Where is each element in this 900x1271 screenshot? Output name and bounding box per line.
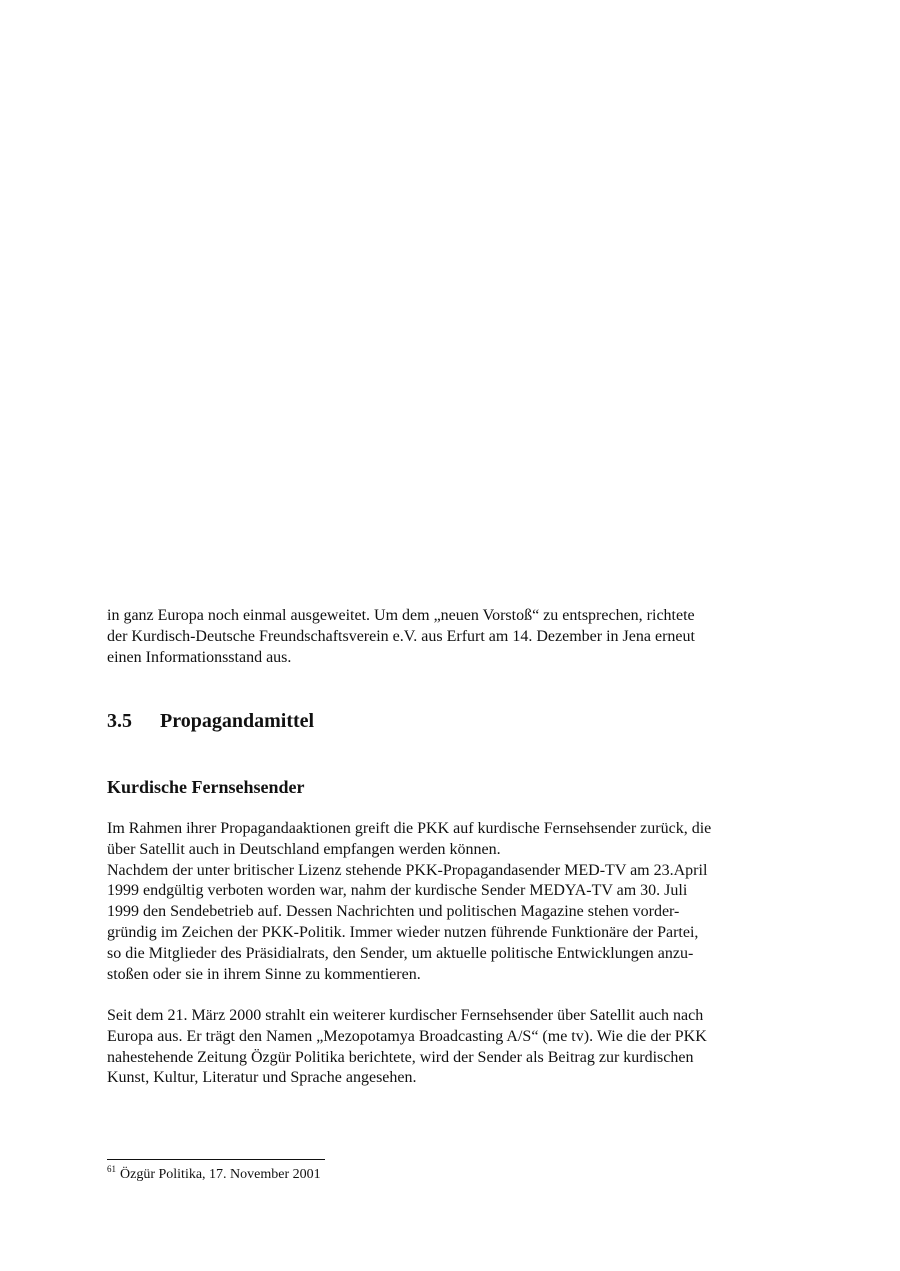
paragraph-line: so die Mitglieder des Präsidialrats, den Sender, um aktuelle politische Entwicklungen anzu- — [107, 944, 694, 962]
body-paragraph-2 — [107, 1006, 767, 1089]
paragraph-line: gründig im Zeichen der PKK-Politik. Immer wieder nutzen führende Funktionäre der Partei, — [107, 923, 699, 941]
footnote-text: Özgür Politika, 17. November 2001 — [120, 1167, 321, 1182]
body-paragraph-1 — [107, 819, 767, 985]
footnote — [107, 1165, 321, 1185]
paragraph-line: 1999 den Sendebetrieb auf. Dessen Nachrichten und politischen Magazine stehen vorder- — [107, 903, 680, 921]
footnote-number: 61 — [107, 1164, 116, 1175]
paragraph-line: in ganz Europa noch einmal ausgeweitet. Um dem „neuen Vorstoß“ zu entsprechen, richtete — [107, 607, 695, 624]
paragraph-line: über Satellit auch in Deutschland empfangen werden können. — [107, 840, 501, 858]
subheading: Kurdische Fernsehsender — [107, 777, 305, 797]
footnote-separator — [107, 1159, 325, 1160]
section-title: Propagandamittel — [160, 710, 315, 732]
section-heading — [107, 708, 314, 734]
paragraph-line: nahestehende Zeitung Özgür Politika berichtete, wird der Sender als Beitrag zur kurdischen — [107, 1048, 694, 1066]
paragraph-line: Im Rahmen ihrer Propagandaaktionen greift die PKK auf kurdische Fernsehsender zurück, die — [107, 820, 712, 837]
paragraph-line: Europa aus. Er trägt den Namen „Mezopotamya Broadcasting A/S“ (me tv). Wie die der PKK — [107, 1027, 707, 1045]
paragraph-line: Kunst, Kultur, Literatur und Sprache angesehen. — [107, 1069, 417, 1087]
intro-paragraph — [107, 606, 767, 668]
paragraph-line: 1999 endgültig verboten worden war, nahm der kurdische Sender MEDYA-TV am 30. Juli — [107, 882, 688, 900]
paragraph-line: Seit dem 21. März 2000 strahlt ein weiterer kurdischer Fernsehsender über Satellit auch nach — [107, 1007, 704, 1024]
section-number: 3.5 — [107, 710, 132, 732]
paragraph-line: stoßen oder sie in ihrem Sinne zu kommentieren. — [107, 965, 421, 983]
paragraph-line: der Kurdisch-Deutsche Freundschaftsverein e.V. aus Erfurt am 14. Dezember in Jena erneut — [107, 627, 695, 645]
paragraph-line: einen Informationsstand aus. — [107, 648, 292, 666]
paragraph-line: Nachdem der unter britischer Lizenz stehende PKK-Propagandasender MED-TV am 23.April — [107, 861, 708, 879]
